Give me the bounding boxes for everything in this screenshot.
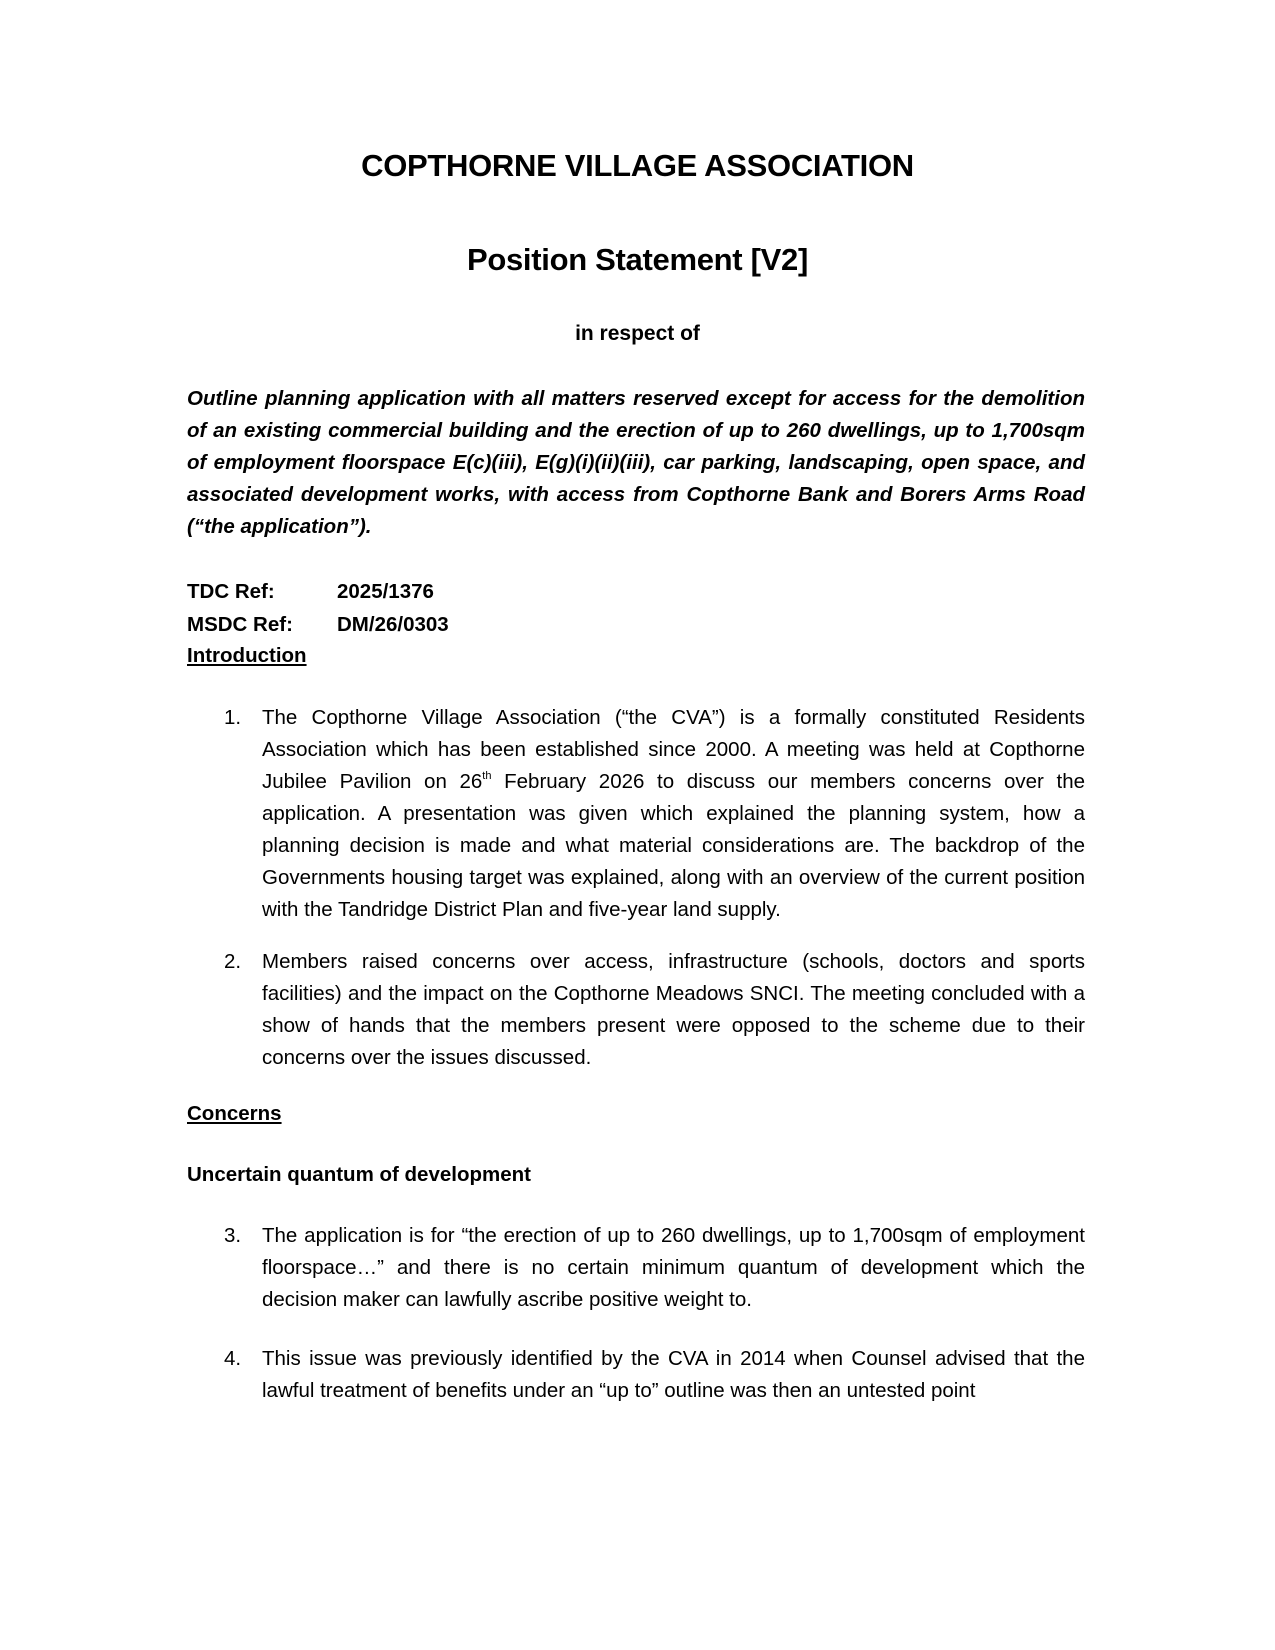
paragraph-1: [224, 702, 1085, 926]
paragraph-text: Members raised concerns over access, infrastructure (schools, doctors and sports facilities) and the impact on the Copthorne Meadows SNCI. The meeting concluded with a show of hands that the members present were opposed to the scheme due to their concerns over the issues discussed.: [262, 950, 1085, 1069]
paragraph-text: This issue was previously identified by the CVA in 2014 when Counsel advised that the lawful treatment of benefits under an “up to” outline was then an untested point: [262, 1347, 1085, 1402]
ref-value: DM/26/0303: [337, 613, 449, 636]
msdc-ref-row: [187, 608, 449, 641]
tdc-ref-row: [187, 575, 449, 608]
paragraph-number: 1.: [224, 706, 242, 729]
paragraph-3: [224, 1220, 1085, 1316]
paragraph-number: 2.: [224, 950, 242, 973]
paragraph-number: 3.: [224, 1224, 242, 1247]
ref-label: TDC Ref:: [187, 580, 275, 603]
paragraph-text: The application is for “the erection of up to 260 dwellings, up to 1,700sqm of employment floorspace…” and there is no certain minimum quantum of development which the decision maker can lawfully ascribe positive weight to.: [262, 1224, 1085, 1311]
paragraph-number: 4.: [224, 1347, 242, 1370]
paragraph-2: [224, 946, 1085, 1074]
document-title: Position Statement [V2]: [466, 242, 809, 277]
introduction-heading: Introduction: [187, 644, 307, 667]
in-respect-of-label: in respect of: [575, 322, 700, 345]
paragraph-4: [224, 1343, 1085, 1407]
organisation-title: COPTHORNE VILLAGE ASSOCIATION: [361, 148, 914, 183]
concerns-heading: Concerns: [187, 1102, 282, 1125]
ordinal-suffix: th: [482, 770, 492, 782]
paragraph-text-start: The Copthorne Village Association (“the CVA”) is a formally constituted Residents Association which has been established since 2000. A meeting was held at Copthorne Jubilee Pavilion on 26: [262, 706, 1085, 793]
paragraph-text: [262, 702, 1085, 926]
uncertain-quantum-heading: Uncertain quantum of development: [187, 1163, 531, 1186]
ref-label: MSDC Ref:: [187, 613, 293, 636]
application-description: Outline planning application with all matters reserved except for access for the demolition of an existing commercial building and the erection of up to 260 dwellings, up to 1,700sqm of employment floorspace E(c)(iii), E(g)(i)(ii)(iii), car parking, landscaping, open space, and associated development works, with access from Copthorne Bank and Borers Arms Road (“the application”).: [187, 387, 1085, 538]
reference-block: [187, 575, 449, 641]
paragraph-text-end: February 2026 to discuss our members concerns over the application. A presentation was given which explained the planning system, how a planning decision is made and what material considerations are. The backdrop of the Governments housing target was explained, along with an overview of the current position with the Tandridge District Plan and five-year land supply.: [262, 770, 1085, 921]
ref-value: 2025/1376: [337, 580, 434, 603]
